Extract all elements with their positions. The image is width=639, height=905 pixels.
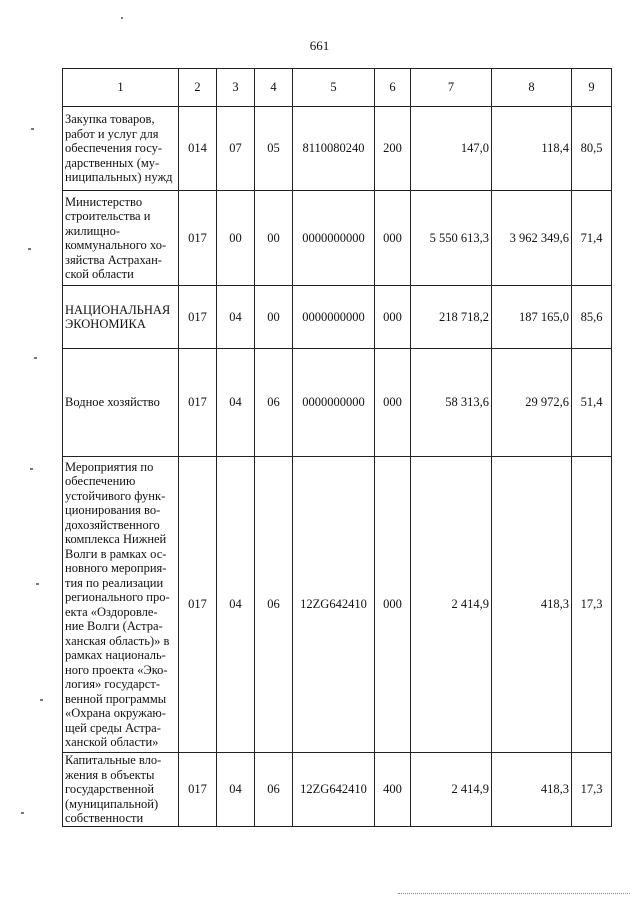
header-cell: 3 <box>217 69 255 107</box>
cell-subsection: 06 <box>255 457 293 753</box>
table-row <box>63 349 612 457</box>
cell-ministry-code: 017 <box>179 457 217 753</box>
cell-ministry-code: 017 <box>179 191 217 286</box>
cell-subsection: 05 <box>255 107 293 191</box>
table-row <box>63 753 612 827</box>
header-cell: 8 <box>492 69 572 107</box>
table-row <box>63 457 612 753</box>
scan-speck <box>21 812 24 814</box>
cell-percent: 51,4 <box>572 349 612 457</box>
header-cell: 5 <box>293 69 375 107</box>
cell-executed: 418,3 <box>492 753 572 827</box>
cell-target-article: 12ZG642410 <box>293 457 375 753</box>
table-row <box>63 107 612 191</box>
cell-executed: 3 962 349,6 <box>492 191 572 286</box>
cell-section: 00 <box>217 191 255 286</box>
cell-expense-type: 200 <box>375 107 411 191</box>
header-row <box>63 69 612 107</box>
cell-subsection: 00 <box>255 286 293 349</box>
cell-planned: 218 718,2 <box>411 286 492 349</box>
cell-planned: 58 313,6 <box>411 349 492 457</box>
row-name: Министерство строительства и жилищно-коммунального хо-зяйства Астрахан-ской области <box>63 191 179 286</box>
cell-ministry-code: 017 <box>179 286 217 349</box>
scan-speck <box>34 357 37 359</box>
header-cell: 9 <box>572 69 612 107</box>
cell-executed: 418,3 <box>492 457 572 753</box>
scan-speck <box>30 468 33 470</box>
row-name: Капитальные вло-жения в объекты государственной (муниципальной) собственности <box>63 753 179 827</box>
header-cell: 7 <box>411 69 492 107</box>
scan-speck <box>31 128 34 130</box>
cell-target-article: 0000000000 <box>293 191 375 286</box>
cell-target-article: 0000000000 <box>293 349 375 457</box>
header-cell: 4 <box>255 69 293 107</box>
scan-speck <box>40 699 43 701</box>
cell-percent: 17,3 <box>572 753 612 827</box>
cell-subsection: 06 <box>255 349 293 457</box>
cell-ministry-code: 017 <box>179 753 217 827</box>
cell-planned: 2 414,9 <box>411 753 492 827</box>
cell-section: 07 <box>217 107 255 191</box>
cell-expense-type: 400 <box>375 753 411 827</box>
cell-percent: 71,4 <box>572 191 612 286</box>
cell-subsection: 00 <box>255 191 293 286</box>
cell-expense-type: 000 <box>375 286 411 349</box>
scan-edge-dots <box>398 893 630 894</box>
cell-section: 04 <box>217 286 255 349</box>
cell-target-article: 8110080240 <box>293 107 375 191</box>
cell-planned: 147,0 <box>411 107 492 191</box>
scan-speck <box>36 583 39 585</box>
cell-section: 04 <box>217 349 255 457</box>
cell-target-article: 12ZG642410 <box>293 753 375 827</box>
cell-target-article: 0000000000 <box>293 286 375 349</box>
cell-ministry-code: 017 <box>179 349 217 457</box>
cell-section: 04 <box>217 457 255 753</box>
header-cell: 1 <box>63 69 179 107</box>
cell-expense-type: 000 <box>375 191 411 286</box>
table-row <box>63 191 612 286</box>
cell-percent: 85,6 <box>572 286 612 349</box>
cell-executed: 187 165,0 <box>492 286 572 349</box>
row-name: НАЦИОНАЛЬНАЯ ЭКОНОМИКА <box>63 286 179 349</box>
budget-table <box>62 68 612 827</box>
cell-planned: 5 550 613,3 <box>411 191 492 286</box>
table-row <box>63 286 612 349</box>
row-name: Закупка товаров, работ и услуг для обеспечения госу-дарственных (му-ниципальных) нужд <box>63 107 179 191</box>
scan-speck <box>28 248 31 250</box>
cell-subsection: 06 <box>255 753 293 827</box>
cell-percent: 17,3 <box>572 457 612 753</box>
cell-section: 04 <box>217 753 255 827</box>
cell-executed: 29 972,6 <box>492 349 572 457</box>
cell-expense-type: 000 <box>375 457 411 753</box>
header-cell: 6 <box>375 69 411 107</box>
scan-speck <box>121 17 123 19</box>
cell-ministry-code: 014 <box>179 107 217 191</box>
cell-planned: 2 414,9 <box>411 457 492 753</box>
cell-percent: 80,5 <box>572 107 612 191</box>
header-cell: 2 <box>179 69 217 107</box>
cell-expense-type: 000 <box>375 349 411 457</box>
row-name: Водное хозяйство <box>63 349 179 457</box>
cell-executed: 118,4 <box>492 107 572 191</box>
row-name: Мероприятия по обеспечению устойчивого функ-ционирования во-дохозяйственного комплекса Нижней Волги в рамках ос-новного мероприя-тия по реализации регионального про-екта «Оздоровле-ние Волги (Астра-ханская область)» в рамках националь-ного проекта «Эко-логия» государст-венной программы «Охрана окружаю-щей среды Астра-ханской области» <box>63 457 179 753</box>
page-number: 661 <box>309 38 330 53</box>
